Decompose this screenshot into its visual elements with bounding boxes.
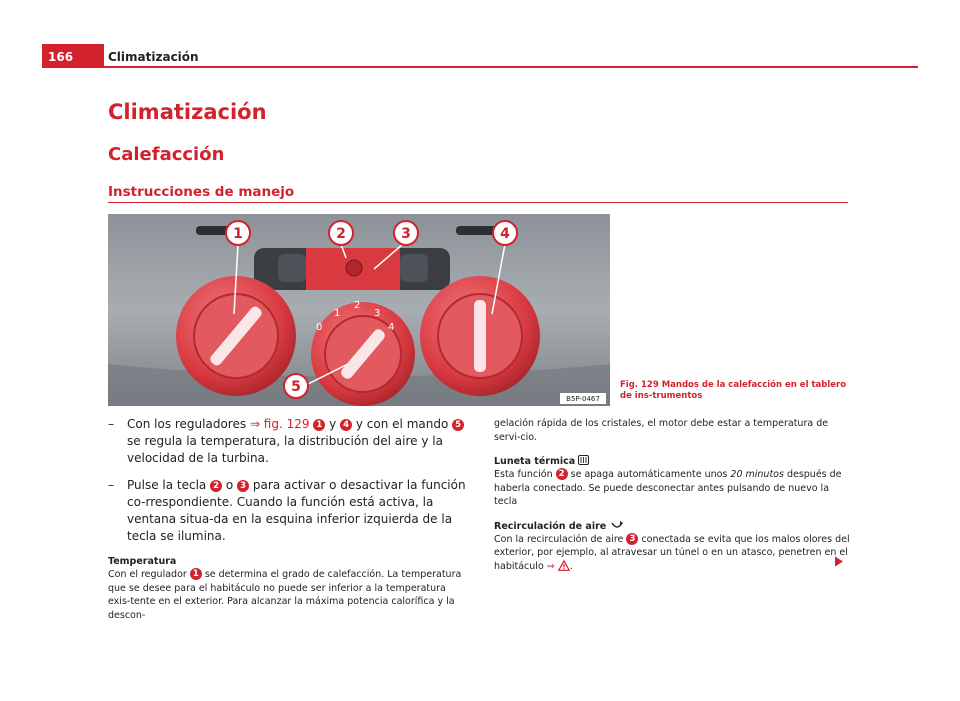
- luneta-heading: [494, 455, 854, 468]
- paragraph-text: Esta función: [494, 469, 556, 480]
- bullet-text: y con el mando: [352, 417, 453, 431]
- running-title: Climatización: [108, 50, 199, 64]
- callout-2: 2: [336, 226, 346, 242]
- bullet-dash: –: [108, 417, 114, 431]
- callout-3: 3: [401, 226, 411, 242]
- temperatura-paragraph: [108, 568, 468, 622]
- rear-window-defrost-icon: [578, 455, 589, 465]
- bullet-dash: –: [108, 478, 114, 492]
- continue-arrow-icon: [834, 556, 844, 567]
- center-button: [346, 260, 362, 276]
- luneta-title: Luneta térmica: [494, 456, 576, 467]
- bullet-text: Pulse la tecla: [127, 478, 211, 492]
- left-seat-heater-switch: [278, 254, 306, 282]
- air-distribution-knob: [420, 276, 540, 396]
- callout-4: 4: [500, 226, 510, 242]
- instruction-bullet-1: [108, 416, 468, 467]
- fan-scale-4: 4: [388, 322, 395, 333]
- chapter-title: Climatización: [108, 100, 267, 124]
- callout-5: 5: [291, 379, 301, 395]
- fan-scale-1: 1: [334, 308, 341, 319]
- paragraph-text: después de haberla conectado. Se puede desconectar antes pulsando de nuevo la tecla: [494, 469, 842, 507]
- recirculacion-heading: [494, 520, 854, 533]
- key-badge: 1: [313, 419, 325, 431]
- paragraph-text: .: [569, 560, 573, 572]
- left-column: [108, 416, 468, 622]
- key-badge: 4: [340, 419, 352, 431]
- figure-reference-link[interactable]: ⇒ fig. 129: [249, 417, 310, 431]
- figure-caption: Fig. 129 Mandos de la calefacción en el tablero de ins-trumentos: [620, 380, 847, 401]
- bullet-text: para activar o desactivar la función co-rrespondiente. Cuando la función está activa, la ventana situa-da en la esquina inferior izquierda de la tecla se ilumina.: [127, 478, 466, 543]
- paragraph-text: conectada se evita que los malos olores del exterior, por ejemplo, al atravesar un túnel o en un atasco, penetren en el habitáculo: [494, 533, 850, 572]
- key-badge: 2: [556, 468, 568, 480]
- fan-scale-0: 0: [316, 322, 323, 333]
- temperatura-heading: Temperatura: [108, 556, 177, 567]
- bullet-text: y: [325, 417, 341, 431]
- luneta-paragraph: [494, 468, 854, 509]
- bullet-text: o: [222, 478, 238, 492]
- paragraph-text: Con el regulador: [108, 569, 190, 580]
- key-badge: 1: [190, 568, 202, 580]
- paragraph-text: Con la recirculación de aire: [494, 533, 627, 545]
- page-number: 166: [42, 44, 104, 68]
- fan-scale-2: 2: [354, 300, 361, 311]
- paragraph-text: se determina el grado de calefacción. La temperatura que se desee para el habitáculo no puede ser inferior a la temperatura exis-tente en el exterior. Para alcanzar la máxima potencia calorífica y la descon-: [108, 569, 462, 621]
- recirculacion-paragraph: [494, 533, 854, 574]
- image-code: B5P-0467: [566, 395, 600, 403]
- air-recirculation-icon: [610, 520, 624, 529]
- fan-speed-knob: [311, 302, 415, 406]
- right-column: [494, 417, 854, 573]
- warning-triangle-icon[interactable]: [558, 560, 570, 571]
- emphasis-text: 20 minutos: [730, 469, 784, 480]
- heating-controls-figure: [108, 214, 610, 406]
- warning-reference-link[interactable]: ⇒: [546, 560, 555, 572]
- fan-scale-3: 3: [374, 308, 381, 319]
- key-badge: 3: [237, 480, 249, 492]
- callout-1: 1: [233, 226, 243, 242]
- key-badge: 3: [626, 533, 638, 545]
- bullet-text: Con los reguladores: [127, 417, 250, 431]
- instruction-bullet-2: [108, 477, 468, 545]
- continuation-paragraph: gelación rápida de los cristales, el motor debe estar a temperatura de servi-cio.: [494, 418, 829, 443]
- recirculacion-title: Recirculación de aire: [494, 520, 607, 532]
- header-rule: [104, 66, 918, 68]
- paragraph-text: se apaga automáticamente unos: [567, 469, 731, 480]
- key-badge: 5: [452, 419, 464, 431]
- bullet-text: se regula la temperatura, la distribución del aire y la velocidad de la turbina.: [127, 434, 443, 465]
- section-title: Calefacción: [108, 144, 225, 165]
- subsection-title: Instrucciones de manejo: [108, 184, 295, 200]
- right-seat-heater-switch: [400, 254, 428, 282]
- temperature-knob: [176, 276, 296, 396]
- key-badge: 2: [210, 480, 222, 492]
- subsection-rule: [108, 202, 848, 203]
